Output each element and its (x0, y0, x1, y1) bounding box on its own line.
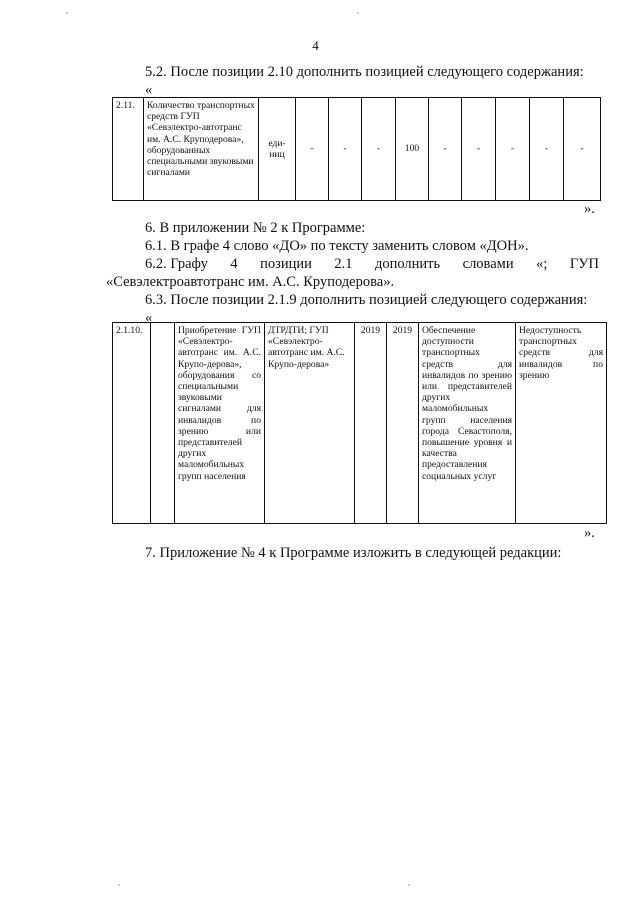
scan-speck (408, 884, 410, 886)
year-end-cell: 2019 (387, 323, 419, 524)
section-5-2-text: 5.2. После позиции 2.10 дополнить позицией следующего содержания: (145, 64, 584, 80)
word: дополнить (374, 256, 441, 272)
value-cell: - (296, 98, 329, 201)
word: 2.1 (334, 256, 353, 272)
section-6-2-line2: «Севэлектроавтотранс им. А.С. Круподерова». (106, 274, 395, 290)
word: 6.2. Графу (145, 256, 208, 272)
close-quote-2: ». (584, 525, 595, 541)
value-cell: - (429, 98, 462, 201)
section-6-1-text: 6.1. В графе 4 слово «ДО» по тексту заменить словом «ДОН». (145, 238, 529, 254)
word: позиции (260, 256, 312, 272)
consequence-cell: Недоступность транспортных средств для инвалидов по зрению (516, 323, 607, 524)
indicator-name: Количество транспортных средств ГУП «Севэлектро-автотранс им. А.С. Круподерова», оборудованных специальными звуковыми сигналами (144, 98, 259, 201)
section-7-text: 7. Приложение № 4 к Программе изложить в следующей редакции: (145, 545, 562, 561)
value-cell: - (564, 98, 601, 201)
close-quote-1: ». (584, 201, 595, 217)
word: «; (536, 256, 548, 272)
value-cell: - (530, 98, 564, 201)
value-cell: - (462, 98, 496, 201)
scan-speck (66, 12, 68, 14)
word: ГУП (569, 256, 599, 272)
unit-cell: еди-ниц (259, 98, 296, 201)
result-cell: Обеспечение доступности транспортных средств для инвалидов по зрению или представителей других маломобильных групп населения города Севастополя, повышение уровня и качества предоставления социальных услуг (419, 323, 516, 524)
section-6-2-line1 (145, 255, 599, 273)
value-cell: 100 (396, 98, 429, 201)
row-number: 2.11. (113, 98, 144, 201)
executor-cell: ДТРДТИ; ГУП «Севэлектро-автотранс им. А.С. Крупо-дерова» (265, 323, 355, 524)
open-quote-2: « (145, 310, 153, 326)
table-position-2-11 (112, 97, 601, 201)
table-position-2-1-10 (112, 322, 607, 524)
value-cell: - (329, 98, 362, 201)
scan-speck (118, 884, 120, 886)
value-cell: - (362, 98, 396, 201)
year-start-cell: 2019 (355, 323, 387, 524)
section-6-text: 6. В приложении № 2 к Программе: (145, 220, 366, 236)
value-cell: - (496, 98, 530, 201)
word: 4 (230, 256, 238, 272)
page-number: 4 (312, 38, 319, 53)
table-row (113, 98, 601, 201)
open-quote-1: « (145, 82, 153, 98)
table-row (113, 323, 607, 524)
section-6-3-text: 6.3. После позиции 2.1.9 дополнить позицией следующего содержания: (145, 292, 588, 308)
empty-cell (151, 323, 175, 524)
scan-speck (357, 12, 359, 14)
activity-cell: Приобретение ГУП «Севэлектро-автотранс им. А.С. Крупо-дерова», оборудования со специальными звуковыми сигналами для инвалидов по зрению или представителей других маломобильных групп населения (175, 323, 265, 524)
word: словами (462, 256, 514, 272)
row-number: 2.1.10. (113, 323, 151, 524)
